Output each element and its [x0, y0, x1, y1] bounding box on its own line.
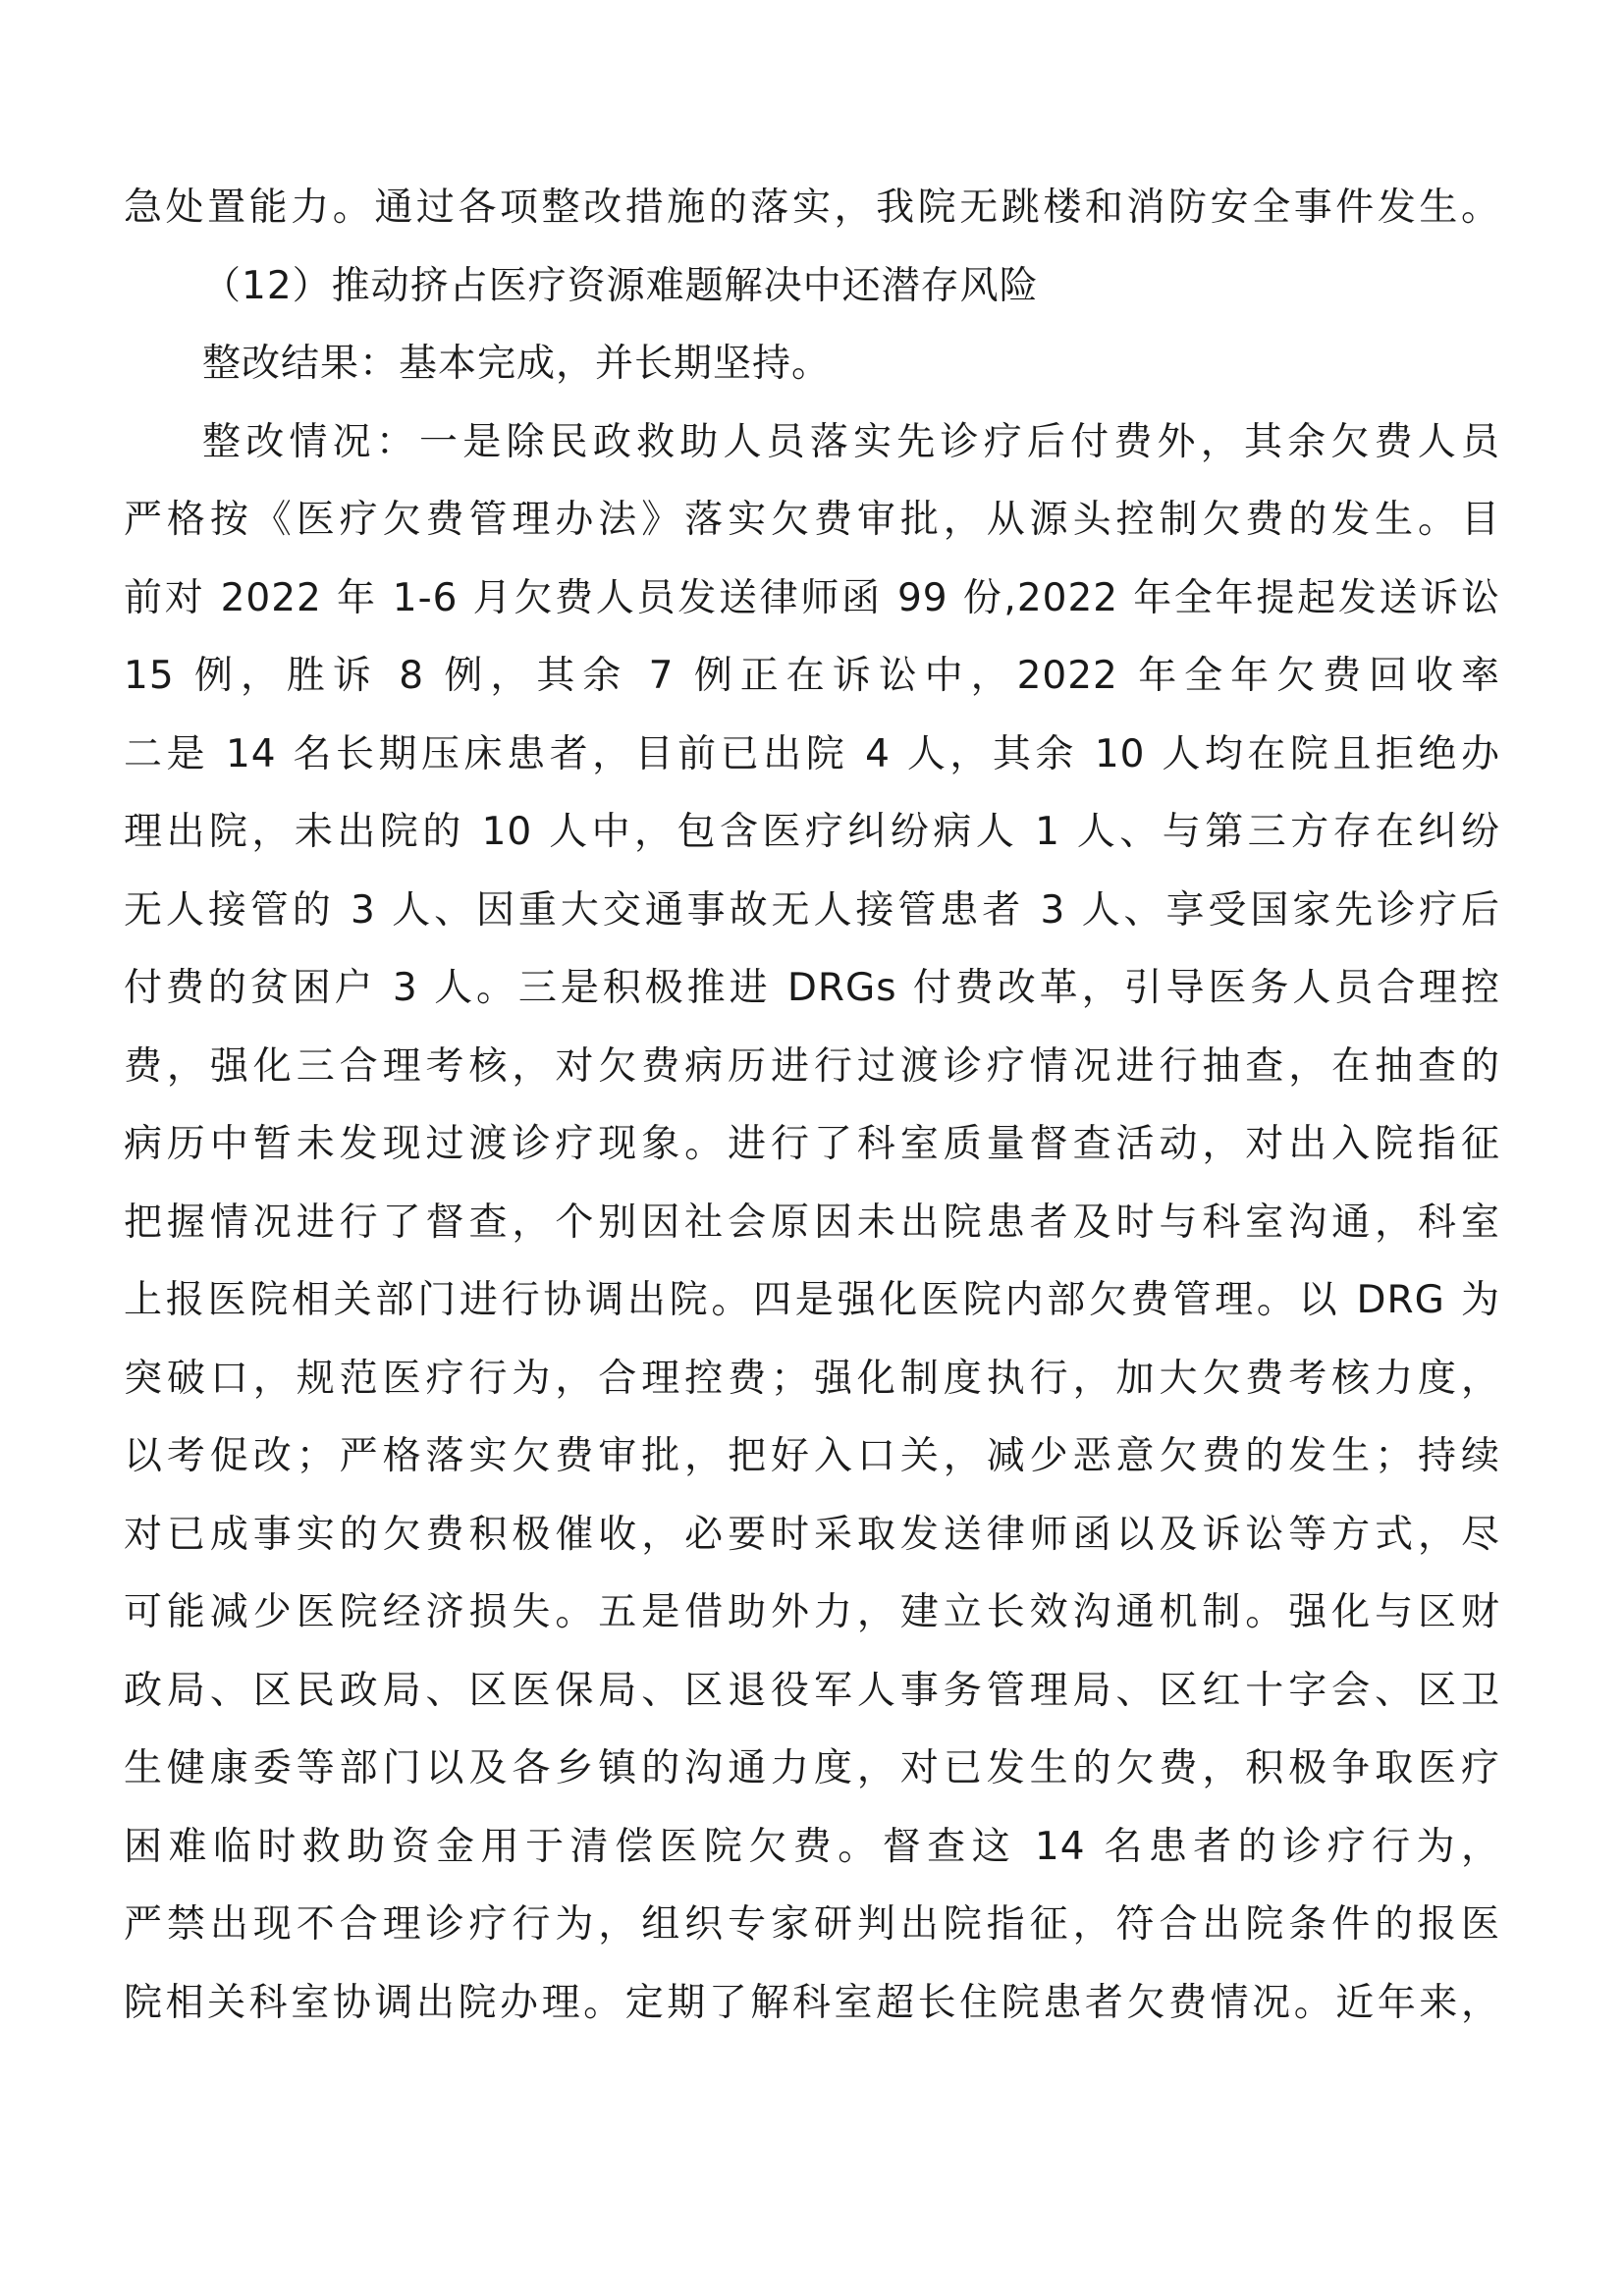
text-line: 付费的贫困户 3 人。三是积极推进 DRGs 付费改革，引导医务人员合理控: [124, 966, 1500, 1010]
text-line: 病历中暂未发现过渡诊疗现象。进行了科室质量督查活动，对出入院指征: [124, 1122, 1500, 1166]
text-line: 急处置能力。通过各项整改措施的落实，我院无跳楼和消防安全事件发生。: [124, 186, 1500, 230]
text-line: （12）推动挤占医疗资源难题解决中还潜存风险: [202, 263, 1039, 308]
text-line: 上报医院相关部门进行协调出院。四是强化医院内部欠费管理。以 DRG 为: [124, 1278, 1500, 1322]
text-line: 突破口，规范医疗行为，合理控费；强化制度执行，加大欠费考核力度，: [124, 1356, 1500, 1401]
text-line: 前对 2022 年 1-6 月欠费人员发送律师函 99 份,2022 年全年提起发送诉讼: [124, 575, 1500, 620]
text-line: 政局、区民政局、区医保局、区退役军人事务管理局、区红十字会、区卫: [124, 1668, 1500, 1713]
text-line: 15 例，胜诉 8 例，其余 7 例正在诉讼中，2022 年全年欠费回收率: [124, 654, 1500, 698]
text-line: 无人接管的 3 人、因重大交通事故无人接管患者 3 人、享受国家先诊疗后: [124, 887, 1500, 933]
text-line: 以考促改；严格落实欠费审批，把好入口关，减少恶意欠费的发生；持续: [124, 1434, 1500, 1478]
text-line: 院相关科室协调出院办理。定期了解科室超长住院患者欠费情况。近年来，: [124, 1980, 1500, 2025]
text-line: 整改情况：一是除民政救助人员落实先诊疗后付费外，其余欠费人员: [202, 419, 1500, 464]
text-line: 把握情况进行了督查，个别因社会原因未出院患者及时与科室沟通，科室: [124, 1200, 1500, 1245]
text-line: 严禁出现不合理诊疗行为，组织专家研判出院指征，符合出院条件的报医: [124, 1902, 1500, 1947]
text-line: 二是 14 名长期压床患者，目前已出院 4 人，其余 10 人均在院且拒绝办: [124, 731, 1500, 776]
text-line: 理出院，未出院的 10 人中，包含医疗纠纷病人 1 人、与第三方存在纠纷: [124, 810, 1500, 854]
text-line: 可能减少医院经济损失。五是借助外力，建立长效沟通机制。强化与区财: [124, 1590, 1500, 1634]
text-line: 生健康委等部门以及各乡镇的沟通力度，对已发生的欠费，积极争取医疗: [124, 1746, 1500, 1790]
text-line: 严格按《医疗欠费管理办法》落实欠费审批，从源头控制欠费的发生。目: [124, 498, 1500, 542]
text-line: 费，强化三合理考核，对欠费病历进行过渡诊疗情况进行抽查，在抽查的: [124, 1043, 1500, 1089]
text-line: 困难临时救助资金用于清偿医院欠费。督查这 14 名患者的诊疗行为，: [124, 1824, 1500, 1869]
text-line: 对已成事实的欠费积极催收，必要时采取发送律师函以及诉讼等方式，尽: [124, 1512, 1500, 1557]
body-text: [124, 169, 1500, 2042]
text-line: 整改结果：基本完成，并长期坚持。: [202, 342, 832, 386]
